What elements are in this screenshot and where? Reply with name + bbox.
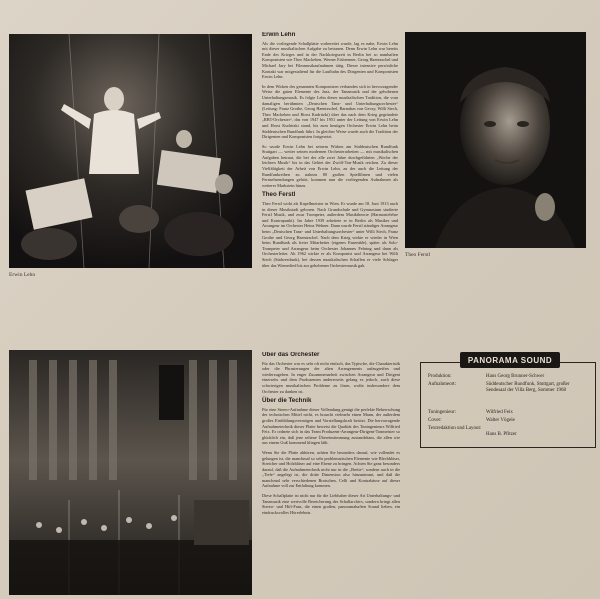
logo-text: PANORAMA SOUND: [467, 355, 553, 365]
credits-row: [428, 382, 590, 408]
studio-orchestra-photo: [9, 350, 252, 595]
credit-value: Wilfried Feix: [486, 410, 513, 415]
erwin-lehn-heading: Erwin Lehn: [262, 32, 296, 38]
credit-value: Hans Georg Brunner-Schwer: [486, 374, 545, 379]
credit-key: Toningenieur:: [428, 410, 456, 415]
theo-ferstl-heading: Theo Ferstl: [262, 191, 296, 199]
orchestra-paragraph: Für das Orchester war es sehr oft nicht einfach, das Typische, die Charakteristik oder die Phrasierungen der alten Arrangements aufzugreifen und wiederzugeben. In enger Zusammenarbeit zwischen Arrangeur und Dirigent einerseits und dem Produzenten andererseits gelang es jedoch, auch diese schwierigen musikalischen Probleme zu lösen, wofür insbesondere dem Orchester zu danken ist.: [262, 360, 400, 394]
panorama-sound-logo: [460, 352, 560, 368]
orchestra-conductor-image: [9, 34, 252, 268]
theo-ferstl-paragraph: Theo Ferstl wirkt als Kapellmeister in Wien. Er wurde am 18. Juni 1913 auch in dieser Musikstadt geboren. Nach Grundschule und Gymnasium studierte Ferstl Musik, und zwar Trompeter, außerdem Musiktheorie (Harmonielehre und Kontrapunkt). Im Jahre 1939 arbeitete er in Berlin als Musiker und Arrangeur im Orchester Heinz Wehner. Dann wurde Ferstl ständiger Arrangeur beim „Deutschen Tanz- und Unterhaltungsorchester“ unter Willi Stech, Franz Grothe und Georg Haentzschel. Nach dem Krieg wirkte er wieder in Wien beim Rundfunk als freier Mitarbeiter (eigenes Ensemble), später als Solo-Trompeter und Arrangeur beim Orchester Johannes Fehring und dann als Orchesterleiter. Ab 1962 wirkte er als Komponist und Arrangeur bei Willi Stech (Südwestfunk), bei dessen musikalischen Schaffen er viele Schlager über das Wienerlied bis zur gehobenen Orchestermusik gab.: [262, 201, 398, 268]
erwin-lehn-paragraph: So wurde Erwin Lehn bei seinem Wirken am Süddeutschen Rundfunk Stuttgart — weiter seinen modernen Orchesterarbeiten — mit musikalischen Aufgaben betraut, die bei der alle zwei Jahre durchgeführten „Woche der leichten Musik“ bis in das Gebiet der Zwölf-Ton-Musik reichen. Zu dieser Vielfältigkeit der Arbeit von Erwin Lehn, zu der auch die Leitung der Rundfunkreihen zu nahezu 80 großen Spielfilmen und vielen Fernsehsendungen gehört, kommen nun die vorliegenden Aufnahmen als weiterer Markstein hinzu.: [262, 143, 398, 188]
orchestra-technik-column: [262, 352, 400, 596]
studio-orchestra-image: [9, 350, 252, 595]
erwin-lehn-paragraph: Als die vorliegende Schallplatte vorbereitet wurde, lag es nahe, Erwin Lehn mit dieser musikalischen Aufgabe zu betrauen. Denn Erwin Lehn war bereits Ende des Krieges und in der Nachkriegszeit in Berlin bei so namhaften Komponisten wie Theo Mackeben, Werner Eisbrenner, Georg Haentzschel und Michael Jary bei Filmmusikaufnahmen tätig. Dieser intensive persönliche Kontakt war mitgestaltend für die Laufbahn des Dirigenten und Komponisten Erwin Lehn.: [262, 40, 398, 80]
biography-column: [262, 32, 398, 268]
credit-key: Textredaktion und Layout:: [428, 426, 482, 431]
credit-value: Süddeutscher Rundfunk, Stuttgart, großer Sendesaal der Villa Berg, Sommer 1968: [486, 382, 570, 393]
erwin-lehn-paragraph: In dem Wirken des genannten Komponisten verbanden sich in hervorragender Weise die guten Elemente des Jazz, der Tanzmusik und der gehobenen Unterhaltungsmusik. Es folgte Lehn dieser musikalischen Tradition, die vom damaligen berühmten „Deutschen Tanz- und Unterhaltungsorchester“ (Leitung: Franz Grothe, Georg Haentzschel, Barnabas von Geczy, Willi Stech, Theo Mackeben und Horst Kudritzki) über das nach dem Krieg gegründete „RBT-Orchester“, das von 1947 bis 1951 unter der Leitung von Erwin Lehn und Horst Kudritzki stand, bis zum heutigen Orchester Erwin Lehn beim Süddeutschen Rundfunk führt. In gleicher Weise wurde auch die Tradition der Dirigenten und Komponisten fortgesetzt.: [262, 83, 398, 140]
credits-row: [428, 410, 590, 417]
technik-paragraph: Diese Schallplatte ist nicht nur für die Liebhaber dieser Art Unterhaltungs- und Tanzmusik eine wertvolle Bereicherung des Schallarchivs, sondern bringt allen Stereo- und Hifi-Fans, die einen großen, panoramahaften Sound lieben, ein eindrucksvolles Hörerlebnis.: [262, 493, 400, 515]
photo-caption-erwin-lehn: Erwin Lehn: [9, 272, 36, 278]
technik-paragraph: Wenn Sie die Platte abhören, achten Sie besonders darauf, wie vollendet es gelungen ist, die manchmal so sehr problematischen Elemente wie Blechbläser, Streicher und Holzbläser auf eine Ebene zu bringen. Achten Sie ganz besonders darauf, daß die Aufnahmetechnik nicht nur in die „Breite“, sondern auch in die „Tiefe“ angelegt ist, die dritte Dimension also hinzunimmt, und daß die manchmal sehr verschiedenen Bratschen, Celli und Kontrabässe auf dieser Aufnahme voll zur Entfaltung kommen.: [262, 449, 400, 489]
orchestra-heading: Über das Orchester: [262, 352, 320, 358]
credits-row: [428, 374, 590, 381]
photo-caption-theo-ferstl: Theo Ferstl: [405, 252, 431, 258]
credit-value: Walter Vögele: [486, 418, 515, 423]
technik-paragraph: Für eine Stereo-Aufnahme dieser Vollendung genügt die perfekte Beherrschung der technischen Mittel nicht, es braucht vielmehr einen Mann, der außerdem großes Einfühlungsvermögen und Vorstellungskraft besitzt. Die hervorragende Aufnahmetechnik dieser Platte beweist die Qualität des Toningenieurs Wilfried Feix. Er ordnete sich in das Team Produzent-Arrangeur-Dirigent-Tonmeister so glücklich ein, daß jene seltene Übereinstimmung zustandekam, die allen wie aus einem Guß kommend klingen läßt.: [262, 406, 400, 446]
credit-key: Produktion:: [428, 374, 452, 379]
credits-row: [428, 426, 590, 440]
credit-value: Hans B. Pfitzer: [486, 432, 517, 437]
credits-panel: [420, 352, 596, 448]
orchestra-conductor-photo: [9, 34, 252, 268]
technik-heading: Über die Technik: [262, 397, 312, 405]
credits-row: [428, 418, 590, 425]
portrait-photo: [405, 32, 586, 248]
portrait-image: [405, 32, 586, 248]
credit-key: Aufnahmeort:: [428, 382, 457, 387]
credit-key: Cover:: [428, 418, 442, 423]
